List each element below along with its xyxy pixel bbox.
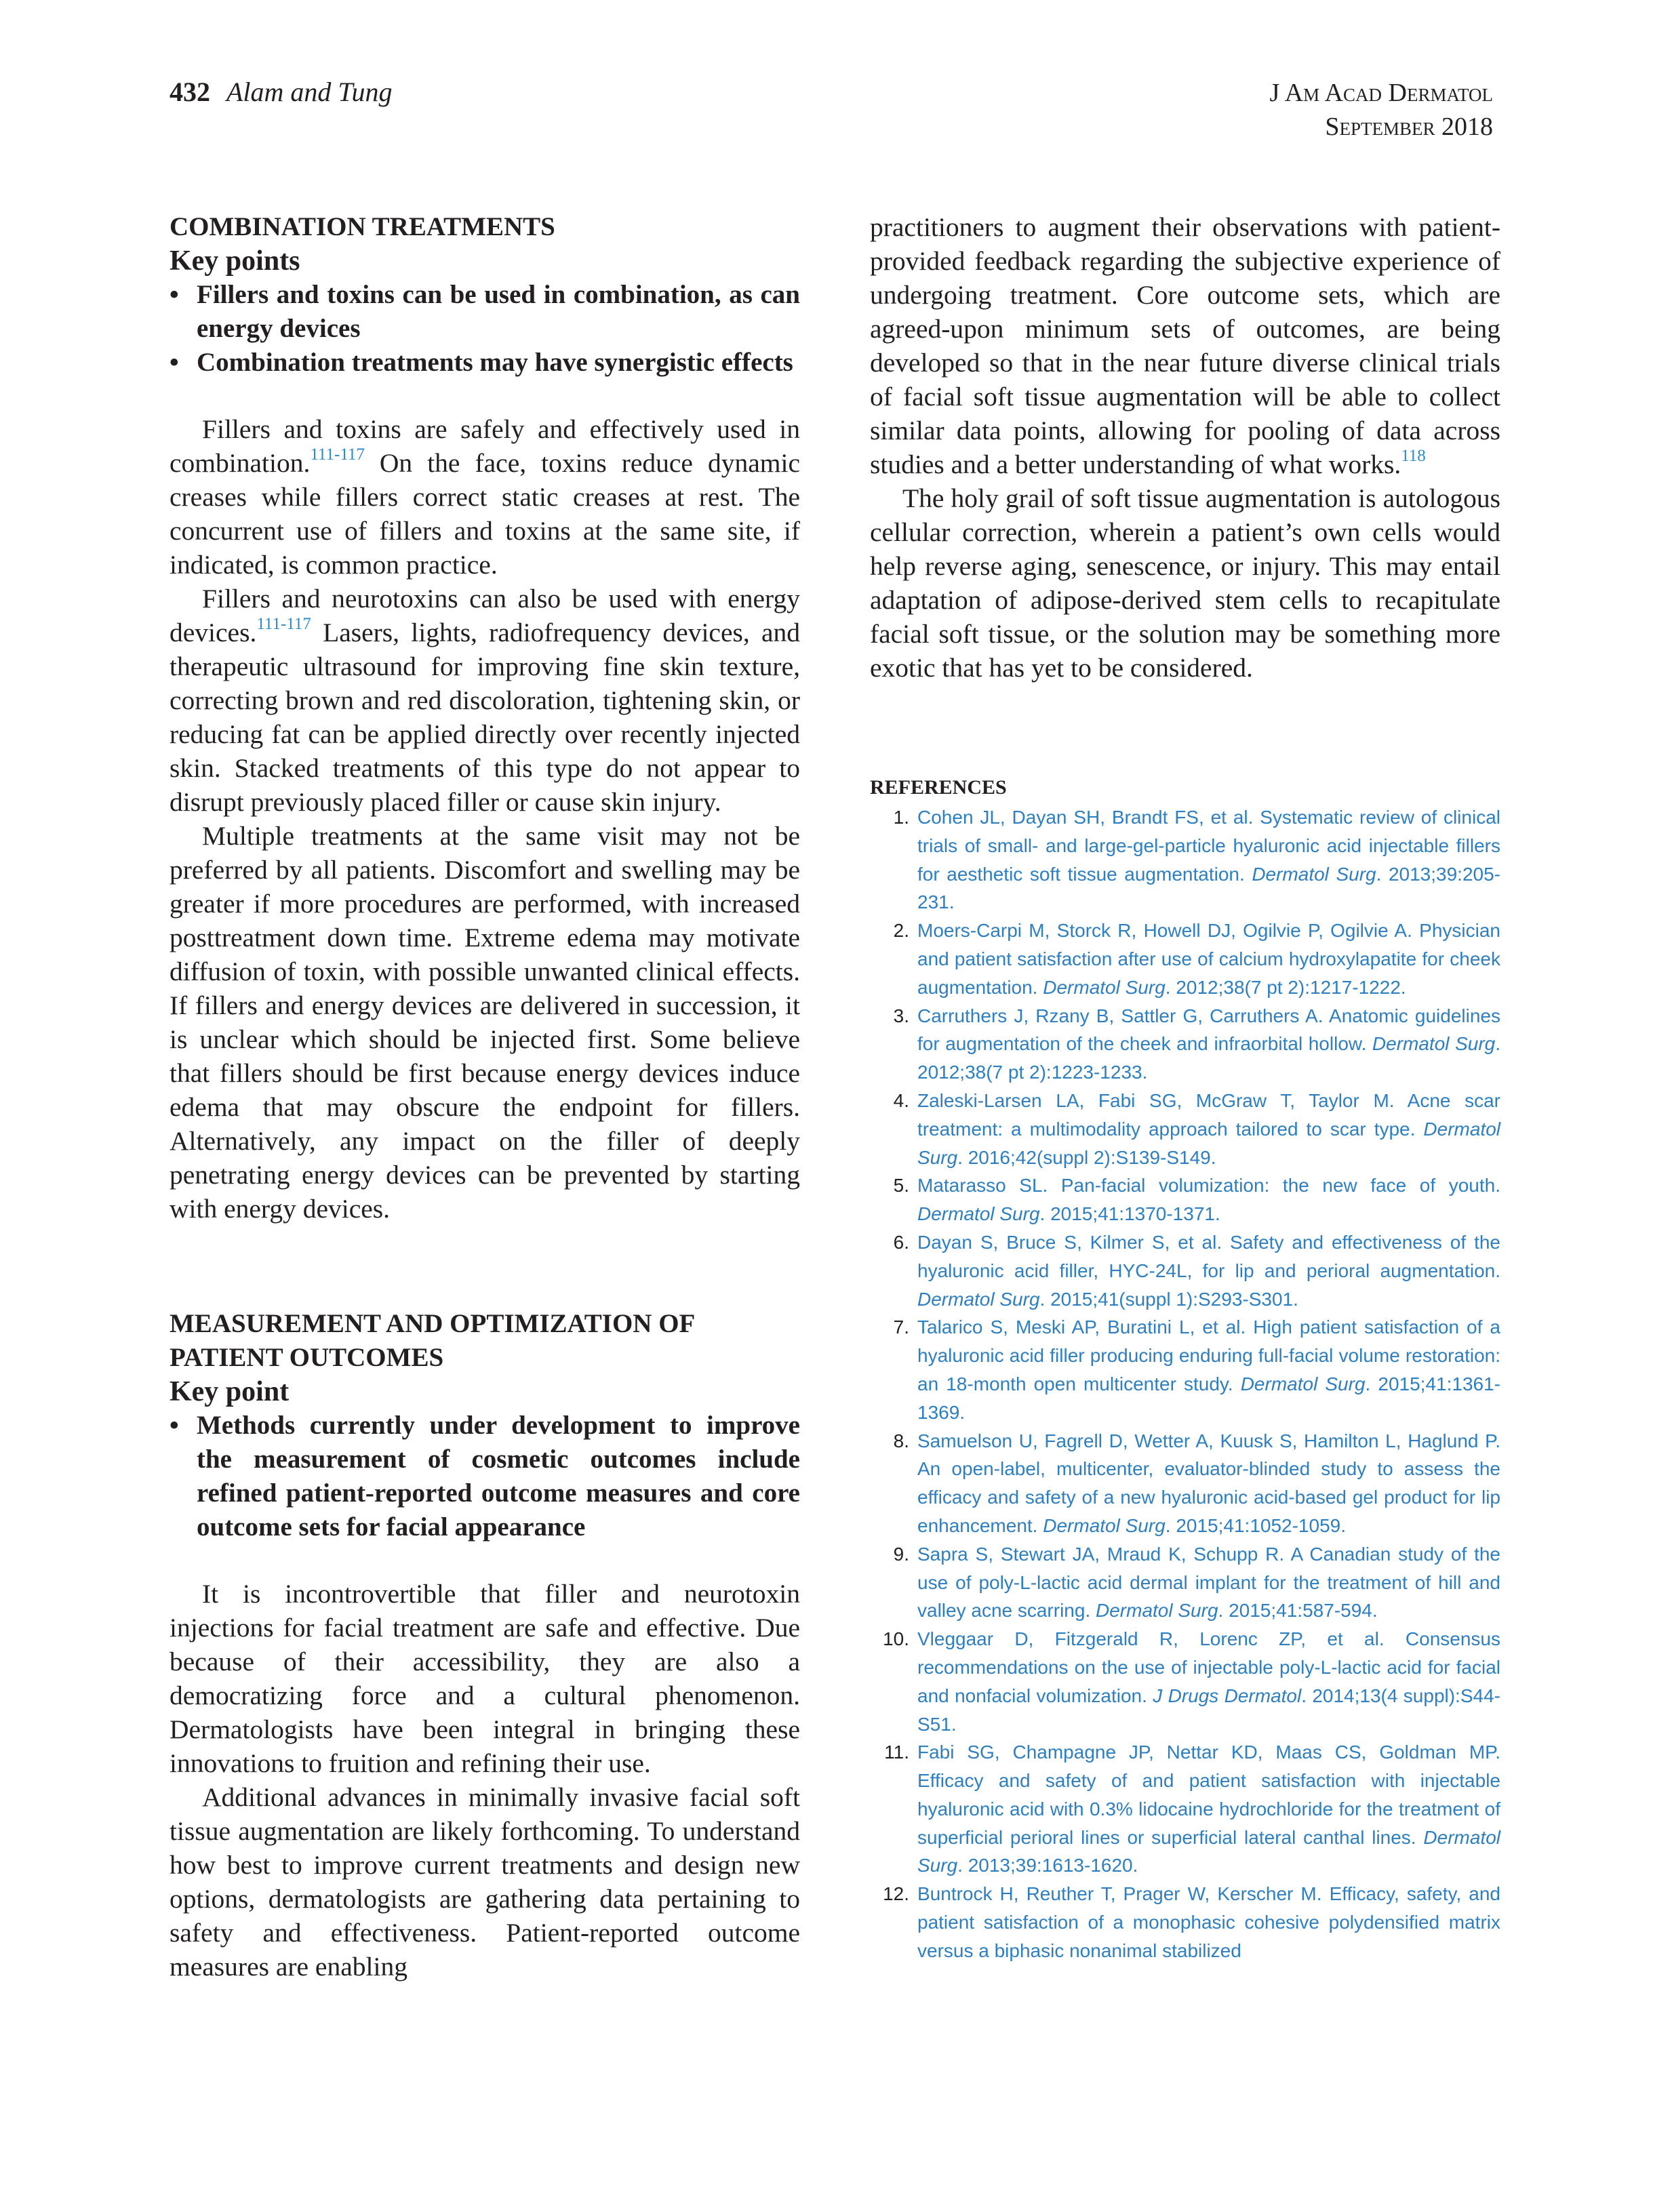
reference-text: Talarico S, Meski AP, Buratini L, et al. High patient satisfaction of a hyaluronic acid filler producing enduring full-facial volume restoration: an 18-month open multicenter study.	[917, 1316, 1500, 1394]
reference-item[interactable]	[870, 1880, 1500, 1965]
reference-details: . 2015;41(suppl 1):S293-S301.	[1039, 1288, 1298, 1310]
reference-text: Sapra S, Stewart JA, Mraud K, Schupp R. A Canadian study of the use of poly-L-lactic acid dermal implant for the treatment of hill and valley acne scarring.	[917, 1543, 1500, 1622]
section-title-combination: COMBINATION TREATMENTS	[170, 212, 555, 241]
references-title: REFERENCES	[870, 776, 1007, 799]
body-paragraph: It is incontrovertible that filler and neurotoxin injections for facial treatment are safe and effective. Due because of their accessibility, they are also a democratizing force and a cultural phenomenon. Dermatologists have been integral in bringing these innovations to fruition and refining their use.	[170, 1579, 800, 1778]
reference-text: Zaleski-Larsen LA, Fabi SG, McGraw T, Taylor M. Acne scar treatment: a multimodality approach tailored to scar type.	[917, 1089, 1500, 1140]
body-paragraph: Additional advances in minimally invasive facial soft tissue augmentation are likely forthcoming. To understand how best to improve current treatments and design new options, dermatologists are gathering data pertaining to safety and effectiveness. Patient-reported outcome measures are enabling	[170, 1782, 800, 1982]
reference-number: 9.	[893, 1543, 909, 1565]
reference-item[interactable]	[870, 1171, 1500, 1228]
reference-text: Moers-Carpi M, Storck R, Howell DJ, Ogilvie P, Ogilvie A. Physician and patient satisfaction after use of calcium hydroxylapatite for cheek augmentation.	[917, 920, 1500, 998]
reference-number: 7.	[893, 1316, 909, 1338]
reference-text: Buntrock H, Reuther T, Prager W, Kerscher M. Efficacy, safety, and patient satisfaction of a monophasic cohesive polydensified matrix versus a biphasic nonanimal stabilized	[917, 1883, 1500, 1961]
reference-text: Carruthers J, Rzany B, Sattler G, Carruthers A. Anatomic guidelines for augmentation of the cheek and infraorbital hollow.	[917, 1005, 1500, 1055]
reference-details: . 2015;41:1361-1369.	[917, 1373, 1500, 1423]
reference-number: 1.	[893, 807, 909, 828]
reference-details: . 2012;38(7 pt 2):1223-1233.	[917, 1033, 1500, 1083]
reference-item[interactable]	[870, 803, 1500, 917]
reference-details: . 2016;42(suppl 2):S139-S149.	[957, 1146, 1216, 1168]
reference-journal: Dermatol Surg	[917, 1118, 1500, 1168]
reference-number: 12.	[883, 1883, 909, 1905]
key-point-title: Key point	[170, 1376, 290, 1407]
reference-journal: Dermatol Surg	[1043, 976, 1166, 998]
reference-number: 4.	[893, 1089, 909, 1111]
citation-link[interactable]: 118	[1401, 447, 1426, 465]
reference-journal: Dermatol Surg	[917, 1203, 1040, 1225]
reference-details: . 2012;38(7 pt 2):1217-1222.	[1165, 976, 1406, 998]
reference-item[interactable]	[870, 917, 1500, 1001]
reference-number: 5.	[893, 1175, 909, 1197]
reference-details: . 2015;41:587-594.	[1218, 1600, 1378, 1622]
citation-link[interactable]: 111-117	[310, 445, 365, 464]
reference-item[interactable]	[870, 1087, 1500, 1171]
right-column	[870, 210, 1500, 1965]
reference-details: . 2014;13(4 suppl):S44-S51.	[917, 1685, 1500, 1735]
key-point: • Combination treatments may have synergistic effects	[170, 346, 800, 380]
body-paragraph: Multiple treatments at the same visit may not be preferred by all patients. Discomfort and swelling may be greater if more procedures are performed, with increased posttreatment down time. Extreme edema may motivate diffusion of toxin, with possible unwanted clinical effects. If fillers and energy devices are delivered in succession, it is unclear which should be injected first. Some believe that fillers should be first because energy devices induce edema that may obscure the endpoint for fillers. Alternatively, any impact on the filler of deeply penetrating energy devices can be prevented by starting with energy devices.	[170, 821, 800, 1224]
reference-text: Cohen JL, Dayan SH, Brandt FS, et al. Systematic review of clinical trials of small- and large-gel-particle hyaluronic acid injectable fillers for aesthetic soft tissue augmentation.	[917, 807, 1500, 885]
reference-item[interactable]	[870, 1427, 1500, 1540]
reference-item[interactable]	[870, 1625, 1500, 1738]
reference-text: Matarasso SL. Pan-facial volumization: the new face of youth.	[917, 1175, 1500, 1197]
section-title-measurement: MEASUREMENT AND OPTIMIZATION OF PATIENT OUTCOMES	[170, 1309, 694, 1372]
reference-details: . 2013;39:1613-1620.	[957, 1855, 1138, 1876]
reference-item[interactable]	[870, 1002, 1500, 1087]
reference-item[interactable]	[870, 1738, 1500, 1880]
body-paragraph: The holy grail of soft tissue augmentation is autologous cellular correction, wherein a patient’s own cells would help reverse aging, senescence, or injury. This may entail adaptation of adipose-derived stem cells to recapitulate facial soft tissue, or the solution may be something more exotic that has yet to be considered.	[870, 483, 1500, 683]
reference-journal: J Drugs Dermatol	[1153, 1685, 1302, 1706]
journal-name: J Am Acad Dermatol	[1269, 79, 1493, 107]
reference-text: Fabi SG, Champagne JP, Nettar KD, Maas CS, Goldman MP. Efficacy and safety of and patient satisfaction with injectable hyaluronic acid with 0.3% lidocaine hydrochloride for the treatment of superficial perioral lines or superficial lateral canthal lines.	[917, 1742, 1500, 1848]
reference-details: . 2015;41:1052-1059.	[1165, 1514, 1346, 1536]
bullet-icon: •	[170, 348, 179, 377]
left-column	[170, 210, 800, 1984]
reference-journal: Dermatol Surg	[1043, 1514, 1166, 1536]
reference-number: 2.	[893, 920, 909, 942]
reference-item[interactable]	[870, 1540, 1500, 1625]
reference-number: 8.	[893, 1430, 909, 1451]
reference-item[interactable]	[870, 1228, 1500, 1313]
bullet-icon: •	[170, 280, 179, 309]
page-number: 432	[170, 77, 210, 107]
references-list	[870, 803, 1500, 1965]
reference-number: 3.	[893, 1005, 909, 1026]
citation-link[interactable]: 111-117	[256, 615, 311, 633]
reference-item[interactable]	[870, 1313, 1500, 1426]
body-paragraph: Fillers and toxins are safely and effectively used in combination.$^{111-117}$ On the face, toxins reduce dynamic creases while fillers correct static creases at rest. The concurrent use of fillers and toxins at the same site, if indicated, is common practice.	[170, 414, 800, 580]
reference-details: . 2013;39:205-231.	[917, 863, 1500, 913]
bullet-icon: •	[170, 1411, 179, 1440]
issue-date: September 2018	[1325, 113, 1493, 141]
key-point: • Fillers and toxins can be used in combination, as can energy devices	[170, 278, 800, 346]
reference-text: Samuelson U, Fagrell D, Wetter A, Kuusk S, Hamilton L, Haglund P. An open-label, multicenter, evaluator-blinded study to assess the efficacy and safety of a new hyaluronic acid-based gel product for lip enhancement.	[917, 1430, 1500, 1536]
reference-text: Vleggaar D, Fitzgerald R, Lorenc ZP, et al. Consensus recommendations on the use of injectable poly-L-lactic acid for facial and nonfacial volumization.	[917, 1628, 1500, 1706]
key-points-list	[170, 278, 800, 380]
body-paragraph: practitioners to augment their observations with patient-provided feedback regarding the subjective experience of undergoing treatment. Core outcome sets, which are agreed-upon minimum sets of outcomes, are being developed so that in the near future diverse clinical trials of facial soft tissue augmentation will be able to collect similar data points, allowing for pooling of data across studies and a better understanding of what works.$^{118}$	[870, 212, 1500, 479]
reference-journal: Dermatol Surg	[1096, 1600, 1218, 1622]
reference-number: 11.	[884, 1742, 909, 1763]
running-authors: Alam and Tung	[226, 77, 393, 107]
running-header-left	[170, 76, 392, 108]
reference-number: 6.	[893, 1231, 909, 1253]
reference-number: 10.	[883, 1628, 909, 1650]
running-header-right	[1270, 76, 1493, 144]
reference-details: . 2015;41:1370-1371.	[1039, 1203, 1220, 1225]
body-paragraph: Fillers and neurotoxins can also be used with energy devices.$^{111-117}$ Lasers, lights, radiofrequency devices, and therapeutic ultrasound for improving fine skin texture, correcting brown and red discoloration, tightening skin, or reducing fat can be applied directly over recently injected skin. Stacked treatments of this type do not appear to disrupt previously placed filler or cause skin injury.	[170, 584, 800, 817]
reference-journal: Dermatol Surg	[1372, 1033, 1496, 1055]
reference-journal: Dermatol Surg	[917, 1826, 1500, 1876]
key-points-list	[170, 1409, 800, 1544]
reference-journal: Dermatol Surg	[1252, 863, 1376, 885]
key-points-title: Key points	[170, 245, 300, 277]
reference-journal: Dermatol Surg	[917, 1288, 1040, 1310]
key-point: • Methods currently under development to improve the measurement of cosmetic outcomes include refined patient-reported outcome measures and core outcome sets for facial appearance	[170, 1409, 800, 1544]
reference-text: Dayan S, Bruce S, Kilmer S, et al. Safety and effectiveness of the hyaluronic acid filler, HYC-24L, for lip and perioral augmentation.	[917, 1231, 1500, 1281]
reference-journal: Dermatol Surg	[1240, 1373, 1366, 1394]
